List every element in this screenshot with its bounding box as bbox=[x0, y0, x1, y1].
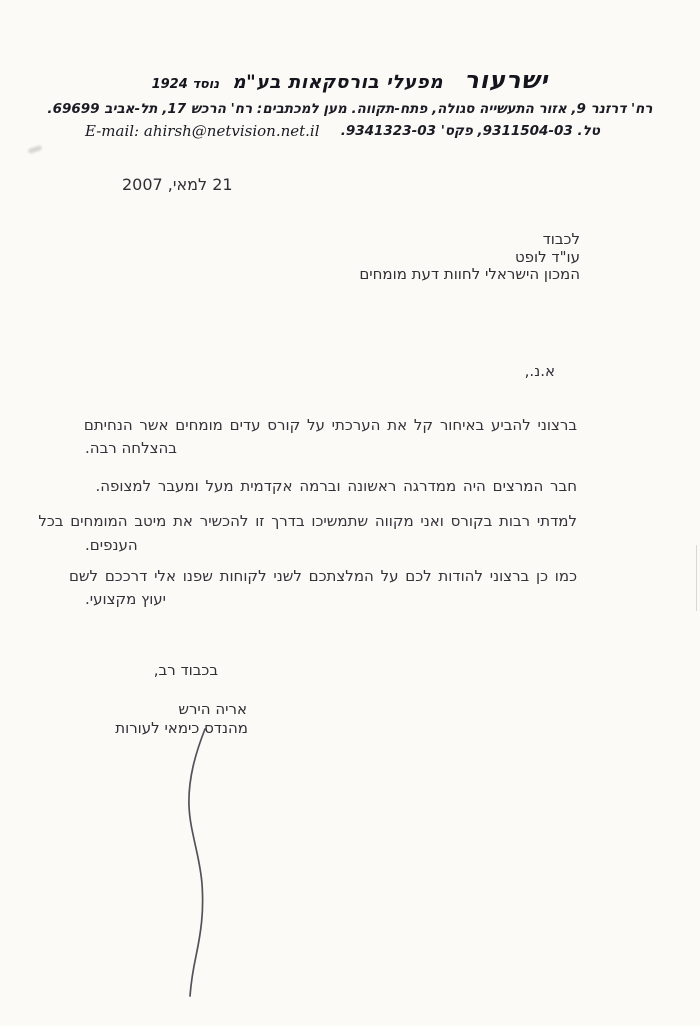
letter-date: 21 למאי, 2007 bbox=[122, 175, 233, 194]
signature-closing: בכבוד רב, bbox=[153, 661, 218, 679]
scan-edge-artifact bbox=[696, 545, 697, 611]
company-name: ישרעור bbox=[464, 66, 549, 94]
scan-smudge-artifact bbox=[28, 145, 43, 154]
signature-title: מהנדס כימאי לעורות bbox=[115, 719, 248, 737]
paragraph-4-line-2: יעוץ מקצועי. bbox=[85, 590, 167, 608]
recipient-line-2: עו"ד לופט bbox=[514, 247, 580, 266]
recipient-line-3: המכון הישראלי לחוות דעת מומחים bbox=[359, 265, 580, 283]
paragraph-3-line-2: הענפים. bbox=[85, 536, 138, 554]
salutation: א.נ., bbox=[524, 362, 555, 380]
paragraph-4-line-1: כמו כן ברצוני להודות לכם על המלצתכם לשני לקוחות שפנו אלי דרככם לשם bbox=[68, 567, 577, 585]
letterhead-address-line: רח' דרזנר 9, אזור התעשייה סגולה, פתח-תקווה. מען למכתבים: רח' הרכש 17, תל-אביב 69699. bbox=[47, 101, 653, 117]
paragraph-1-line-1: ברצוני להביע באיחור קל את הערכתי על קורס עדים מומחים אשר הנחיתם bbox=[83, 416, 577, 434]
paragraph-3-line-1: למדתי רבות בקורס ואני מקווה שתמשיכו בדרך זו להכשיר את מיטב המומחים בכל bbox=[38, 512, 577, 530]
paragraph-2-line-1: חבר המרצים היה ממדרגה ראשונה וברמה אקדמית מעל ומעבר למצופה. bbox=[95, 477, 577, 495]
paragraph-1-line-2: בהצלחה רבה. bbox=[85, 439, 177, 457]
letterhead-email: E-mail: ahirsh@netvision.net.il bbox=[85, 122, 320, 140]
company-descriptor: מפעלי בורסקאות בע"מ bbox=[232, 72, 444, 93]
signature-name: אריה הירש bbox=[178, 700, 247, 718]
letterhead-phone-fax: טל. 9311504-03, פקס' 9341323-03. bbox=[340, 123, 600, 139]
recipient-block bbox=[359, 231, 580, 284]
letterhead-title bbox=[0, 66, 700, 94]
company-founded-year: נוסד 1924 bbox=[151, 77, 220, 92]
recipient-line-1: לכבוד bbox=[542, 230, 580, 248]
